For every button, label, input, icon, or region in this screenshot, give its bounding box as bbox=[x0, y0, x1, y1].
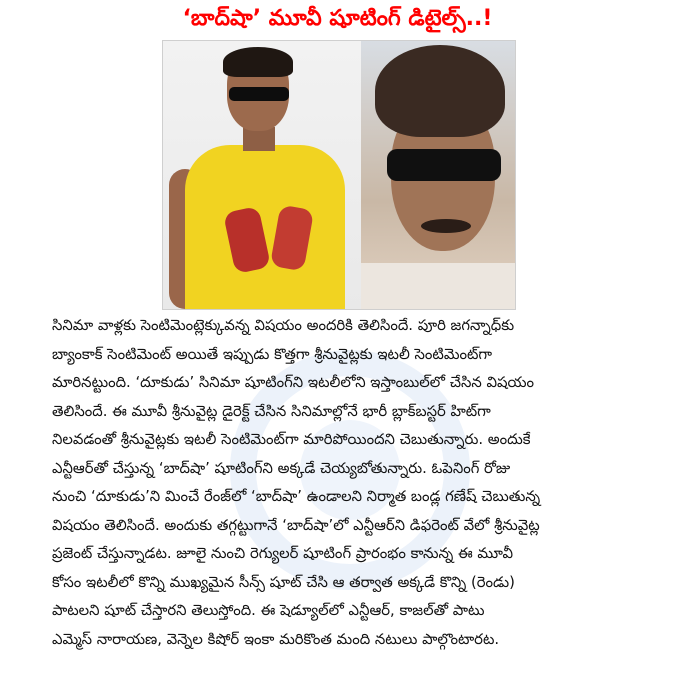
article-line: ఎన్టీఆర్‌తో చేస్తున్న ‘బాద్‌షా’ షూటింగ్‌ని అక్కడే చెయ్యబోతున్నారు. ఓపెనింగ్ రోజు bbox=[52, 459, 511, 477]
page-title: ‘బాద్‌షా’ మూవీ షూటింగ్ డిటైల్స్..! bbox=[182, 6, 493, 31]
article-body bbox=[52, 312, 652, 654]
sunglasses-icon bbox=[229, 87, 289, 101]
article-line: మారినట్టుంది. ‘దూకుడు’ సినిమా షూటింగ్‌ని ఇటలీలోని ఇస్తాంబుల్‌లో చేసిన విషయం bbox=[52, 374, 535, 391]
sunglasses-icon bbox=[387, 149, 501, 181]
article-line: సినిమా వాళ్లకు సెంటిమెంట్లెక్కువన్న విషయం అందరికి తెలిసిందే. పూరి జగన్నాధ్‌కు bbox=[52, 317, 515, 334]
article-line: నుంచి ‘దూకుడు’ని మించే రేంజ్‌లో ‘బాద్‌షా’ ఉండాలని నిర్మాత బండ్ల గణేష్ చెబుతున్న bbox=[52, 488, 541, 505]
article-line: విషయం తెలిసిందే. అందుకు తగ్గట్టుగానే ‘బాద్‌షా’లో ఎన్టీఆర్‌ని డిఫరెంట్ వేలో శ్రీనువైట్ల bbox=[52, 516, 540, 534]
article-line: తెలిసిందే. ఈ మూవీ శ్రీనువైట్ల డైరెక్ట్ చేసిన సినిమాల్లోనే భారీ బ్లాక్‌బస్టర్ హిట్‌గా bbox=[52, 402, 491, 420]
article-line: ప్రజెంట్ చేస్తున్నాడట. జూలై నుంచి రెగ్యులర్ షూటింగ్ ప్రారంభం కానున్న ఈ మూవీ bbox=[52, 545, 513, 562]
photo-director bbox=[361, 41, 515, 309]
article-line: బ్యాంకాక్ సెంటిమెంట్ అయితే ఇప్పుడు కొత్తగా శ్రీనువైట్లకు ఇటలీ సెంటిమెంట్‌గా bbox=[52, 345, 493, 363]
article-line: నిలవడంతో శ్రీనువైట్లకు ఇటలీ సెంటిమెంట్‌గా మారిపోయిందని చెబుతున్నారు. అందుకే bbox=[52, 431, 531, 448]
article-photo bbox=[162, 40, 516, 310]
article-line: ఎమ్మెస్ నారాయణ, వెన్నెల కిషోర్ ఇంకా మరికొంత మంది నటులు పాల్గొంటారట. bbox=[52, 630, 500, 648]
article-line: పాటలని షూట్ చేస్తారని తెలుస్తోంది. ఈ షెడ్యూల్‌లో ఎన్టీఆర్, కాజల్‌తో పాటు bbox=[52, 602, 485, 619]
photo-actor bbox=[163, 41, 361, 309]
article-line: కోసం ఇటలీలో కొన్ని ముఖ్యమైన సీన్స్ షూట్ చేసి ఆ తర్వాత అక్కడే కొన్ని (రెండు) bbox=[52, 573, 515, 591]
